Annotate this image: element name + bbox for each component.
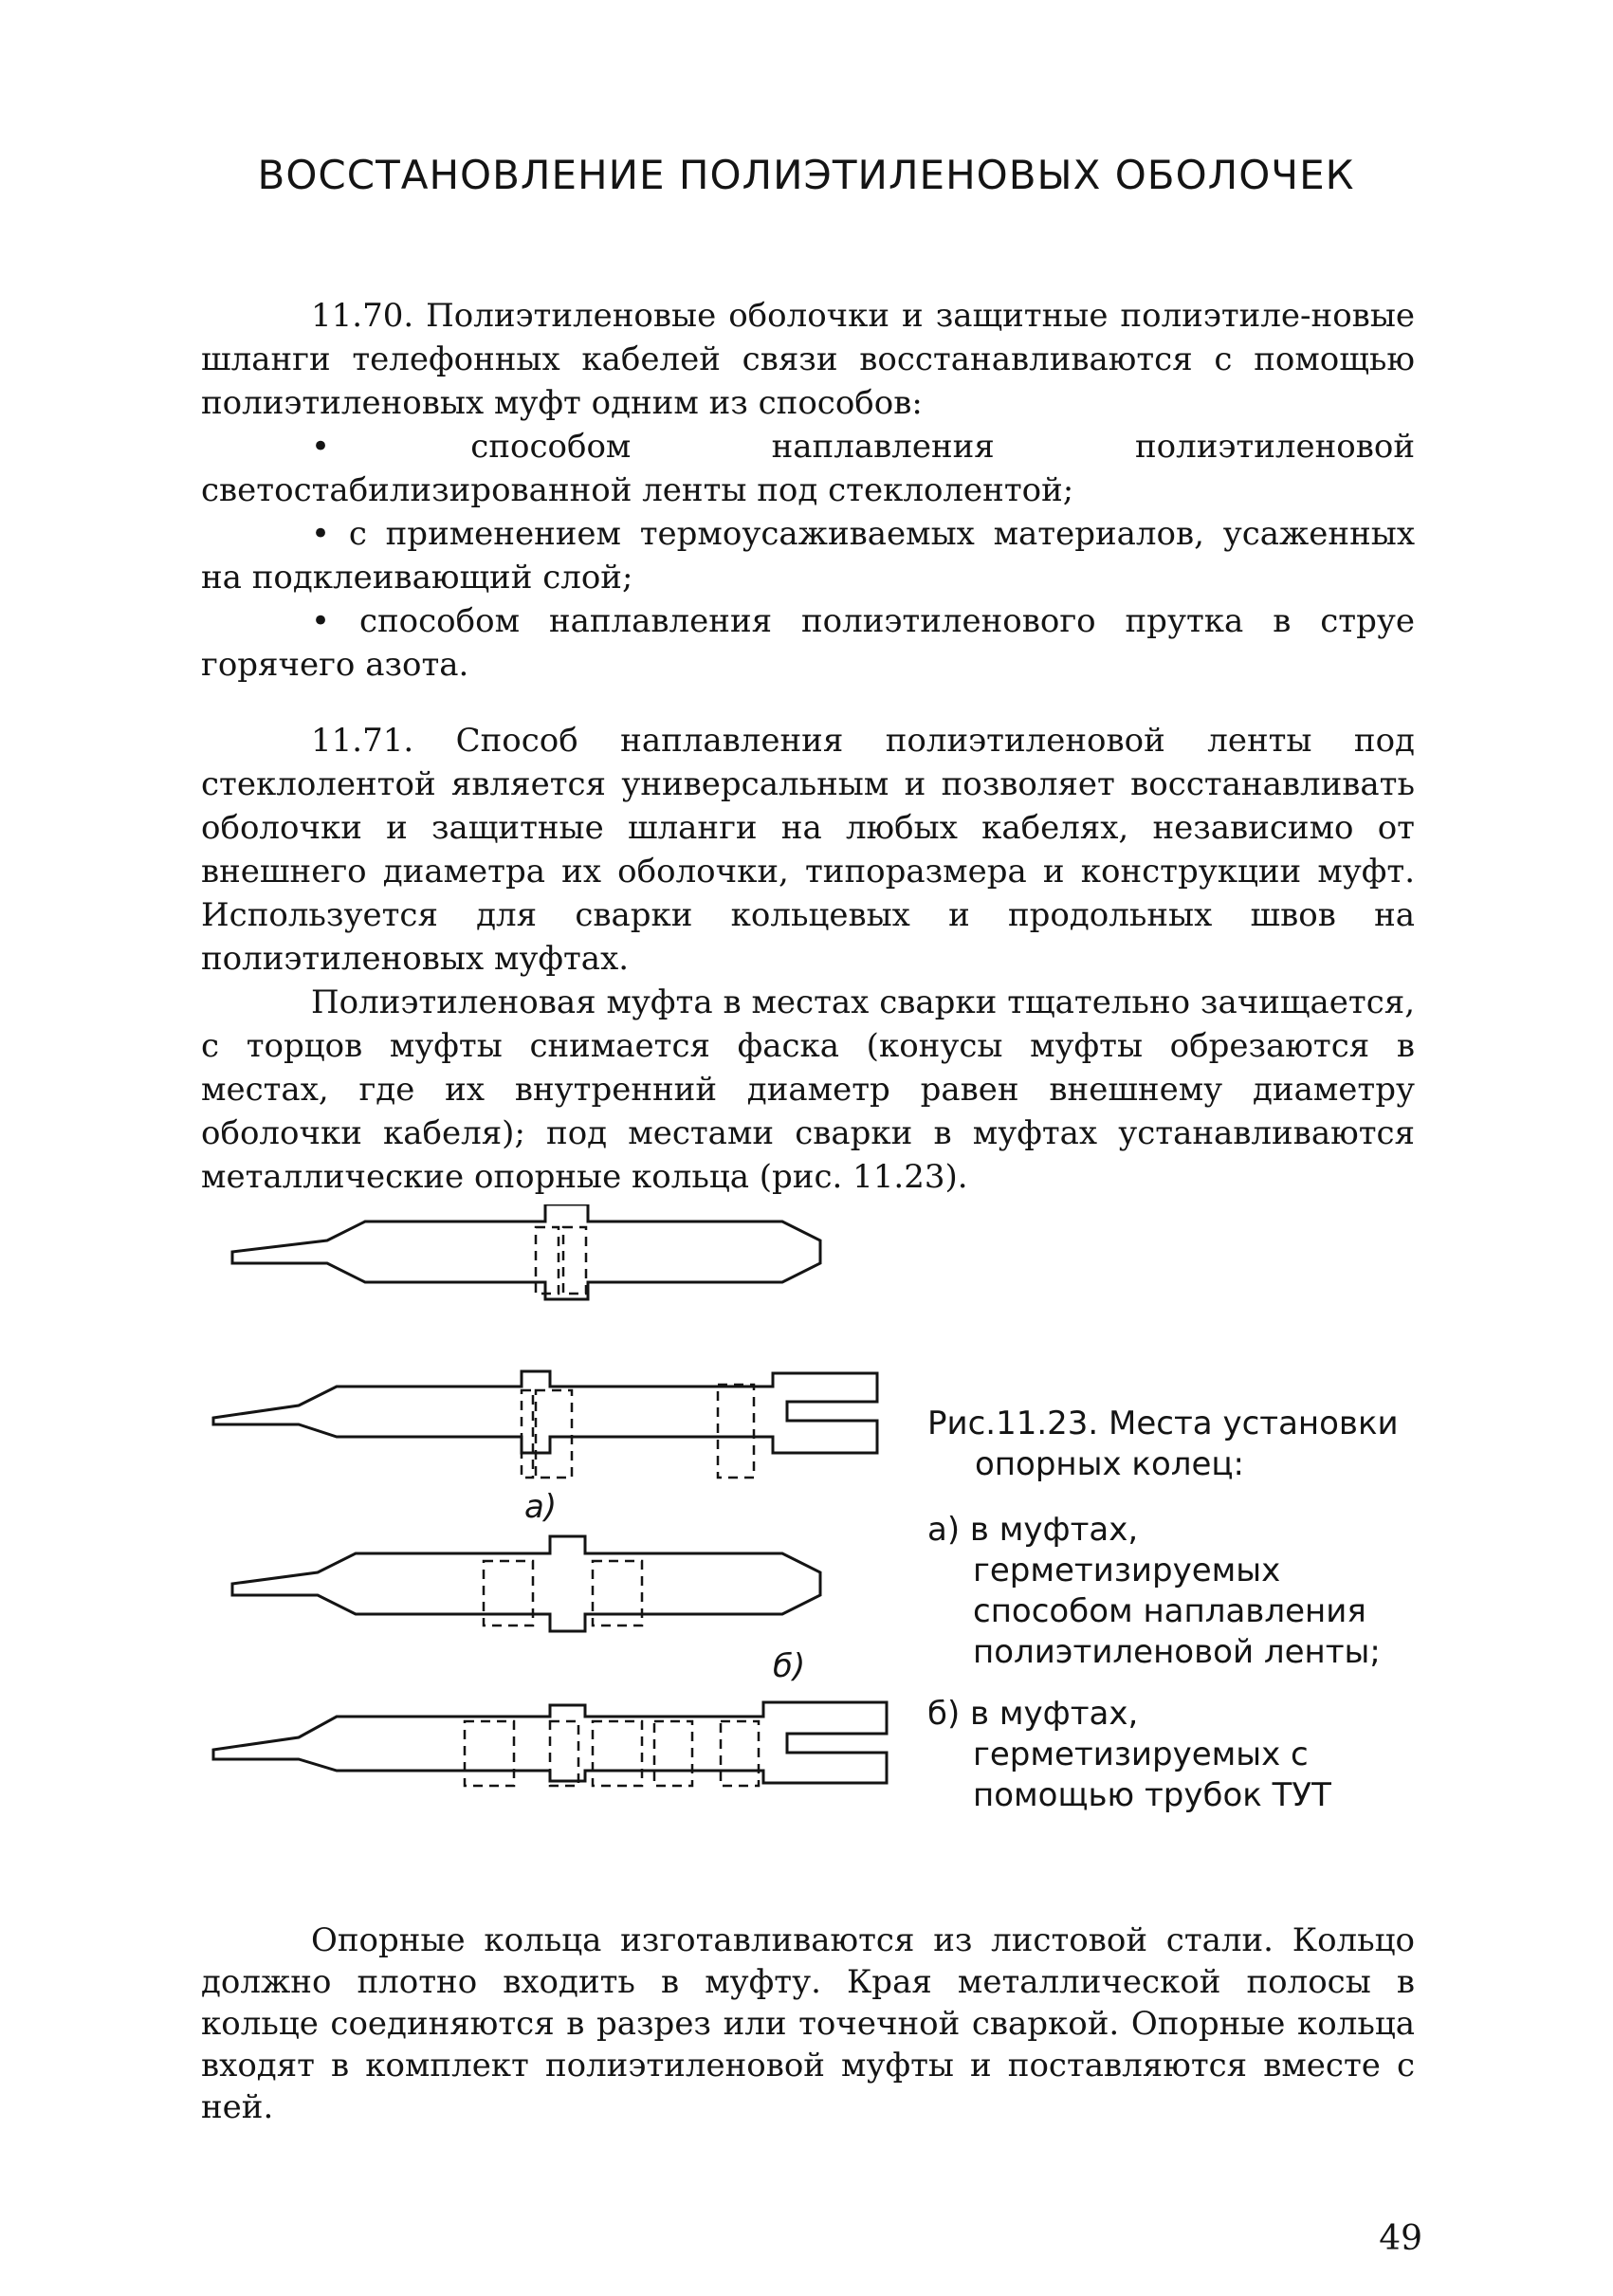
figure-label-a: а) [524, 1488, 558, 1526]
bullet-item: • с применением термоусаживаемых материалов, усаженных на подклеивающий слой; [201, 515, 1415, 597]
page-number: 49 [1379, 2219, 1422, 2258]
figure-caption [927, 1404, 1439, 1837]
page-title: ВОССТАНОВЛЕНИЕ ПОЛИЭТИЛЕНОВЫХ ОБОЛОЧЕК [257, 152, 1355, 198]
bullet-item: • способом наплавления полиэтиленовой светостабилизированной ленты под стеклолентой; [201, 428, 1415, 509]
coupling-b-bottom [213, 1702, 887, 1786]
bottom-text [201, 1919, 1415, 2128]
coupling-b-top [232, 1536, 820, 1631]
caption-item-b: б) в муфтах, герметизируемых с помощью трубок ТУТ [927, 1695, 1331, 1814]
paragraph-11-71: 11.71. Способ наплавления полиэтиленовой ленты под стеклолентой является универсальным и позволяет восстанавливать оболочки и защитные шланги на любых кабелях, независимо от внешнего диаметра их оболочки, типоразмера и конструкции муфт. Используется для сварки кольцевых и продольных швов на полиэтиленовых муфтах. [201, 722, 1415, 978]
bullet-item: • способом наплавления полиэтиленового прутка в струе горячего азота. [201, 602, 1415, 684]
paragraph-text: Опорные кольца изготавливаются из листовой стали. Кольцо должно плотно входить в муфту. Края металлической полосы в кольце соединяются в разрез или точечной сваркой. Опорные кольца входят в комплект полиэтиленовой муфты и поставляются вместе с ней. [201, 1921, 1415, 2126]
figure-11-23 [194, 1204, 915, 1925]
main-text [201, 294, 1415, 1199]
caption-item-a: а) в муфтах, герметизируемых способом наплавления полиэтиленовой ленты; [927, 1511, 1381, 1671]
paragraph-11-70: 11.70. Полиэтиленовые оболочки и защитные полиэтиле-новые шланги телефонных кабелей связи восстанавливаются с помощью полиэтиленовых муфт одним из способов: [201, 297, 1415, 422]
caption-title: Рис.11.23. Места установки опорных колец: [927, 1405, 1399, 1483]
coupling-diagram [194, 1204, 915, 1925]
coupling-a-bottom [213, 1371, 877, 1478]
coupling-a-top [232, 1204, 820, 1299]
figure-label-b: б) [773, 1647, 806, 1685]
paragraph-text: Полиэтиленовая муфта в местах сварки тщательно зачищается, с торцов муфты снимается фаска (конусы муфты обрезаются в местах, где их внутренний диаметр равен внешнему диаметру оболочки кабеля); под местами сварки в муфтах устанавливаются металлические опорные кольца (рис. 11.23). [201, 983, 1415, 1196]
